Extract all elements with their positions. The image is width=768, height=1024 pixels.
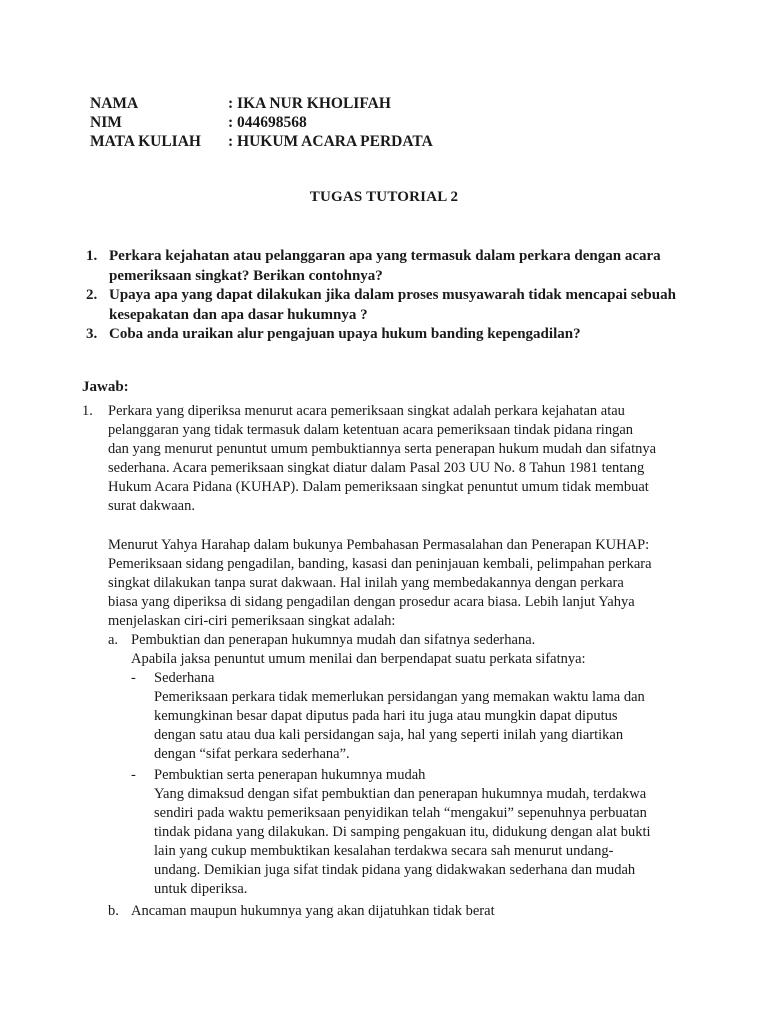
question-text: Coba anda uraikan alur pengajuan upaya hukum banding kepengadilan? [109, 326, 581, 342]
header-row-nama [90, 94, 391, 113]
question-text: Perkara kejahatan atau pelanggaran apa yang termasuk dalam perkara dengan acara pemeriksaan singkat? Berikan contohnya? [109, 248, 661, 284]
bullet-title: Pembuktian serta penerapan hukumnya mudah [154, 767, 426, 783]
header-value: : 044698568 [228, 114, 307, 131]
header-value: : IKA NUR KHOLIFAH [228, 95, 391, 112]
answer-line: dan yang menurut penuntut umum pembuktiannya serta penerapan hukum mudah dan sifatnya [108, 441, 657, 457]
answer-line: dengan “sifat perkara sederhana”. [154, 746, 350, 762]
answer-line: singkat dilakukan tanpa surat dakwaan. Hal inilah yang membedakannya dengan perkara [108, 575, 624, 591]
answer-line: menjelaskan ciri-ciri pemeriksaan singkat adalah: [108, 613, 396, 629]
question-1 [86, 247, 686, 286]
answer-line: dengan satu atau dua kali persidangan saja, hal yang seperti inilah yang diartikan [154, 727, 624, 743]
answer-subitem-marker: a. [108, 632, 119, 648]
answer-heading: Jawab: [82, 379, 129, 395]
bullet-marker: - [131, 670, 136, 686]
answer-line: Ancaman maupun hukumnya yang akan dijatuhkan tidak berat [131, 903, 495, 919]
document-title: TUGAS TUTORIAL 2 [309, 189, 459, 205]
header-key: NIM [90, 114, 122, 131]
header-key: MATA KULIAH [90, 133, 201, 150]
header-row-nim [90, 113, 307, 132]
answer-line: undang. Demikian juga sifat tindak pidana yang didakwakan sederhana dan mudah [154, 862, 636, 878]
question-number: 3. [86, 326, 98, 342]
answer-line: untuk diperiksa. [154, 881, 248, 897]
question-2 [86, 286, 686, 325]
answer-subitem-marker: b. [108, 903, 119, 919]
answer-item-marker: 1. [82, 403, 93, 419]
question-text: Upaya apa yang dapat dilakukan jika dalam proses musyawarah tidak mencapai sebuah kesepakatan dan apa dasar hukumnya ? [109, 287, 676, 323]
answer-line: kemungkinan besar dapat diputus pada hari itu juga atau mungkin dapat diputus [154, 708, 618, 724]
answer-line: Menurut Yahya Harahap dalam bukunya Pembahasan Permasalahan dan Penerapan KUHAP: [108, 537, 650, 553]
question-number: 1. [86, 248, 98, 264]
answer-line: Apabila jaksa penuntut umum menilai dan berpendapat suatu perkata sifatnya: [131, 651, 586, 667]
answer-line: Perkara yang diperiksa menurut acara pemeriksaan singkat adalah perkara kejahatan atau [108, 403, 625, 419]
answer-line: Pemeriksaan sidang pengadilan, banding, kasasi dan peninjauan kembali, pelimpahan perkara [108, 556, 652, 572]
question-3 [86, 325, 686, 345]
question-number: 2. [86, 287, 98, 303]
answer-line: lain yang cukup membuktikan kesalahan terdakwa secara sah menurut undang- [154, 843, 614, 859]
answer-line: tindak pidana yang dilakukan. Di samping pengakuan itu, didukung dengan alat bukti [154, 824, 651, 840]
header-value: : HUKUM ACARA PERDATA [228, 133, 433, 150]
answer-line: Pembuktian dan penerapan hukumnya mudah dan sifatnya sederhana. [131, 632, 536, 648]
answer-line: Yang dimaksud dengan sifat pembuktian dan penerapan hukumnya mudah, terdakwa [154, 786, 647, 802]
header-key: NAMA [90, 95, 139, 112]
answer-line: pelanggaran yang tidak termasuk dalam ketentuan acara pemeriksaan tindak pidana ringan [108, 422, 634, 438]
answer-line: sederhana. Acara pemeriksaan singkat diatur dalam Pasal 203 UU No. 8 Tahun 1981 tentang [108, 460, 645, 476]
answer-line: biasa yang diperiksa di sidang pengadilan dengan prosedur acara biasa. Lebih lanjut Yahya [108, 594, 635, 610]
answer-line: Pemeriksaan perkara tidak memerlukan persidangan yang memakan waktu lama dan [154, 689, 645, 705]
header-row-mata-kuliah [90, 132, 433, 151]
bullet-title: Sederhana [154, 670, 215, 686]
bullet-marker: - [131, 767, 136, 783]
answer-line: Hukum Acara Pidana (KUHAP). Dalam pemeriksaan singkat penuntut umum tidak membuat [108, 479, 649, 495]
answer-line: sendiri pada waktu pemeriksaan penyidikan telah “mengakui” sepenuhnya perbuatan [154, 805, 647, 821]
answer-line: surat dakwaan. [108, 498, 195, 514]
